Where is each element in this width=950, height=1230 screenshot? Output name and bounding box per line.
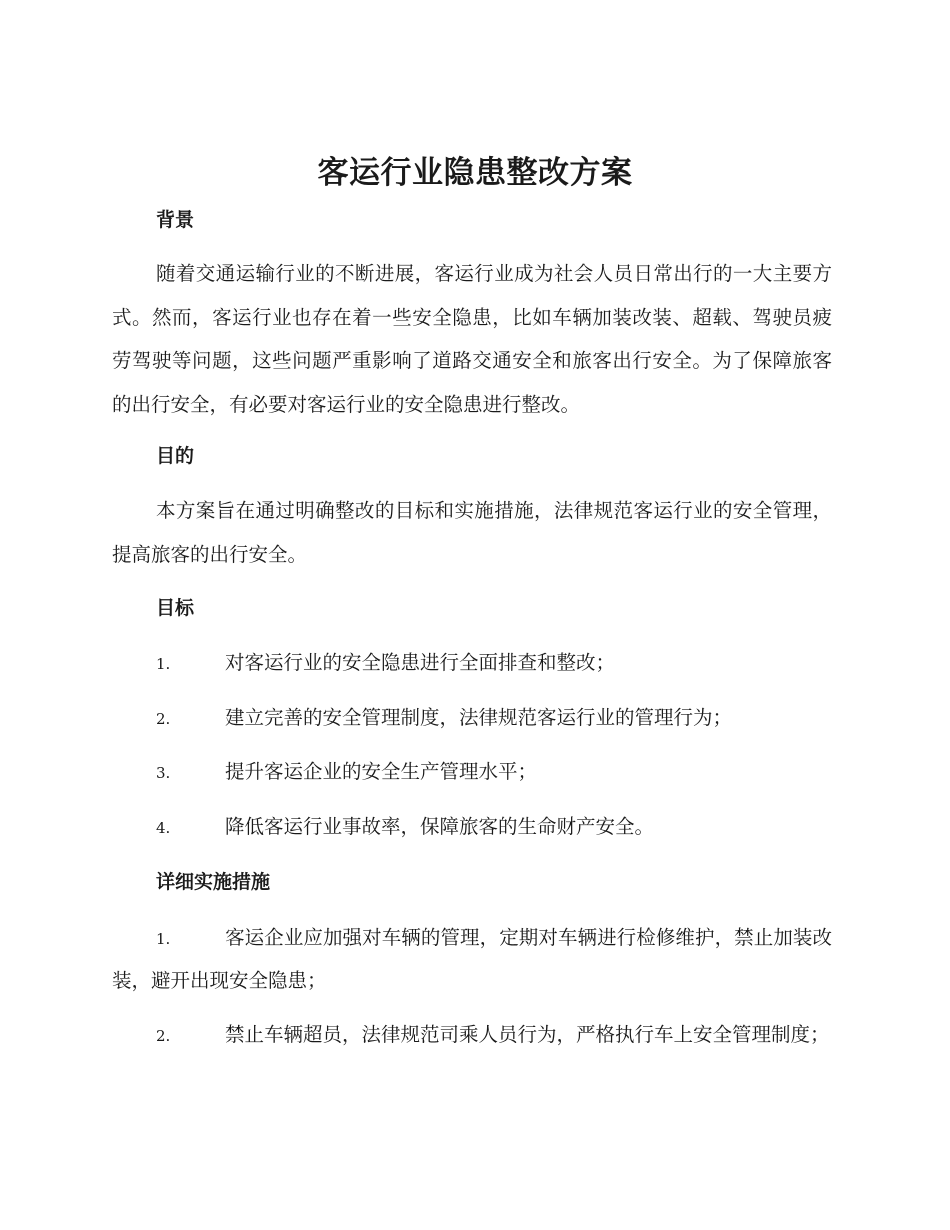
heading-goals: 目标 [156,597,195,619]
goal-text: 降低客运行业事故率，保障旅客的生命财产安全。 [225,815,655,838]
measure-item [112,917,832,1001]
goal-number: 2. [156,710,171,728]
goal-item [156,812,654,842]
goal-item [156,703,732,733]
measure-number: 2. [156,1027,171,1045]
measure-number: 1. [156,930,171,948]
paragraph-background: 随着交通运输行业的不断进展，客运行业成为社会人员日常出行的一大主要方式。然而，客运行业也存在着一些安全隐患，比如车辆加装改装、超载、驾驶员疲劳驾驶等问题，这些问题严重影响了道路交通安全和旅客出行安全。为了保障旅客的出行安全，有必要对客运行业的安全隐患进行整改。 [112,262,832,416]
measure-text: 禁止车辆超员，法律规范司乘人员行为，严格执行车上安全管理制度； [225,1023,830,1046]
goal-number: 1. [156,655,171,673]
paragraph-purpose: 本方案旨在通过明确整改的目标和实施措施，法律规范客运行业的安全管理，提高旅客的出行安全。 [112,499,832,566]
measure-text: 客运企业应加强对车辆的管理，定期对车辆进行检修维护，禁止加装改装，避开出现安全隐患； [112,926,832,992]
goal-number: 4. [156,819,171,837]
goal-number: 3. [156,764,171,782]
goal-item [156,757,537,787]
heading-purpose: 目的 [156,445,195,467]
goal-text: 提升客运企业的安全生产管理水平； [225,760,538,783]
heading-background: 背景 [156,209,195,231]
document-title: 客运行业隐患整改方案 [317,155,633,191]
measure-item [112,1014,832,1057]
goal-text: 建立完善的安全管理制度，法律规范客运行业的管理行为； [225,706,733,729]
heading-measures: 详细实施措施 [156,871,271,893]
goal-text: 对客运行业的安全隐患进行全面排查和整改； [225,651,616,674]
goal-item [156,648,615,678]
